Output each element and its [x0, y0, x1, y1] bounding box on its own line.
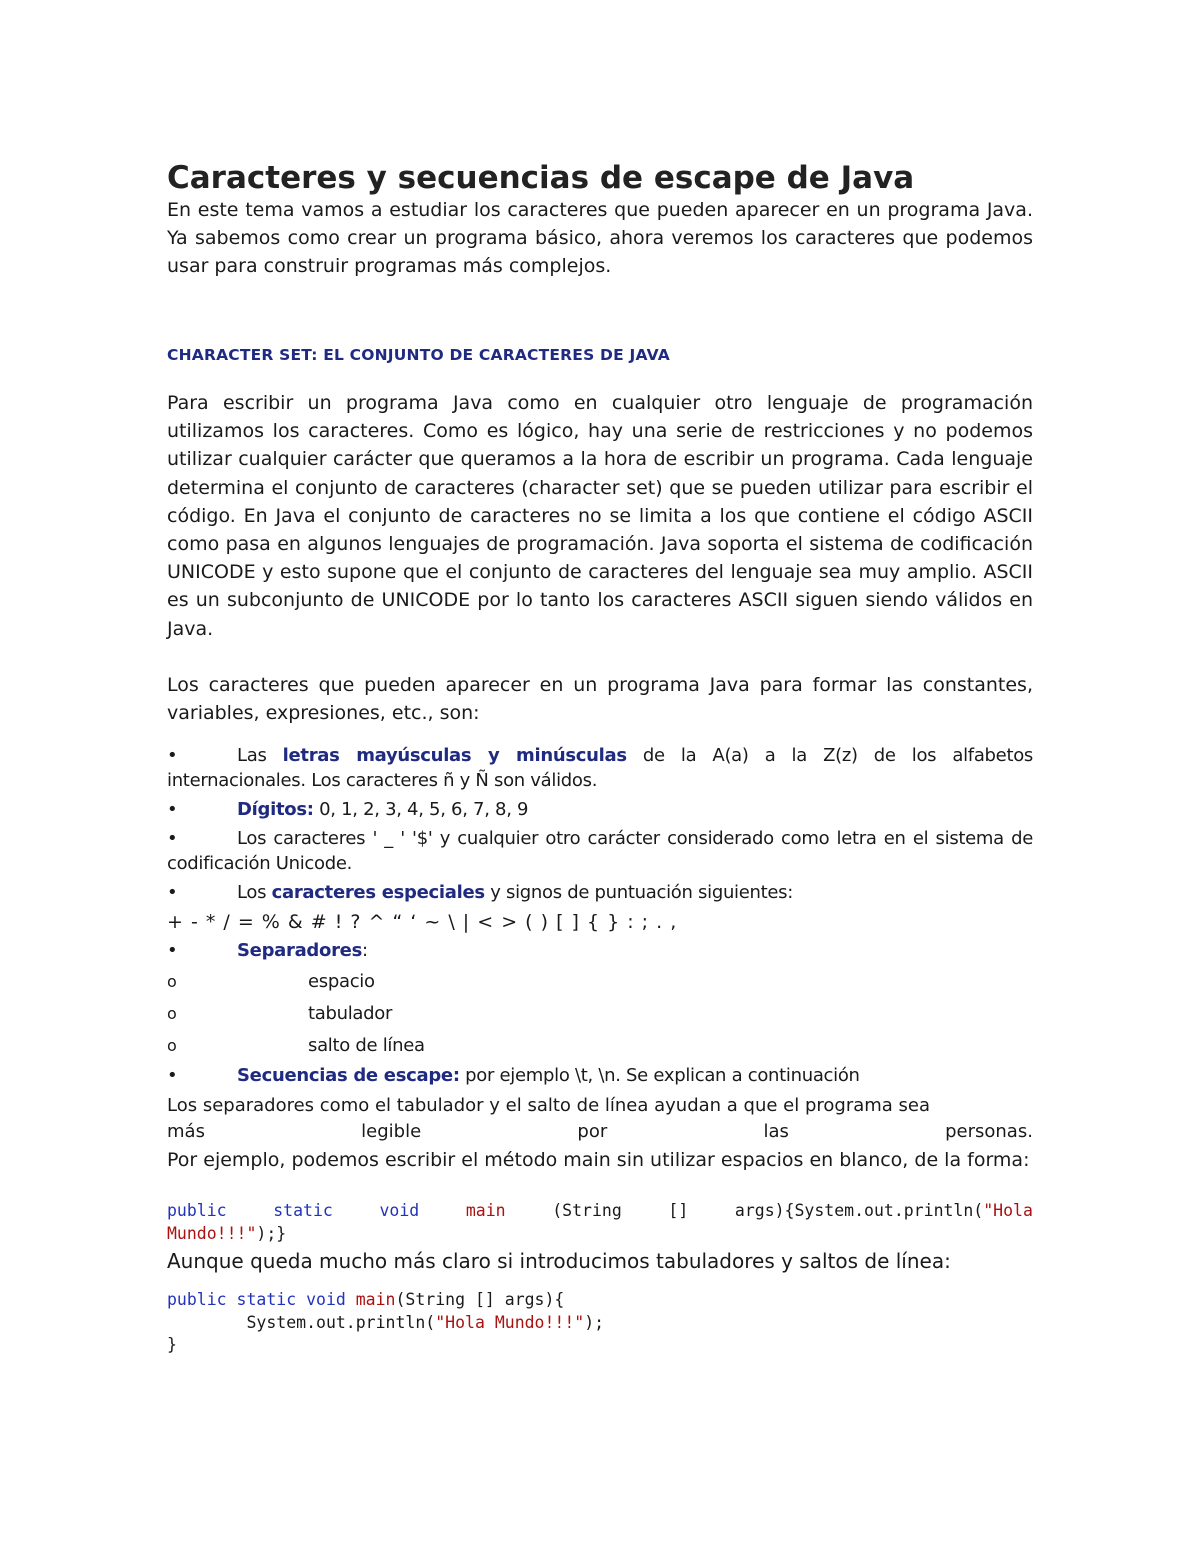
sub-bullet-glyph: o: [167, 1036, 177, 1055]
sub-bullet-glyph: o: [167, 1004, 177, 1023]
list-item-letters: • Las letras mayúsculas y minúsculas de la A(a) a la Z(z) de los alfabetos internacionales. Los caracteres ñ y Ñ son válidos.: [167, 745, 1034, 791]
intro-paragraph: En este tema vamos a estudiar los caracteres que pueden aparecer en un programa Java. Ya sabemos como crear un programa básico, ahora veremos los caracteres que podemos usar para construir programas más complejos.: [167, 199, 1033, 278]
separators-paragraph-1: Los separadores como el tabulador y el salto de línea ayudan a que el programa sea: [167, 1095, 931, 1116]
bullet-glyph: •: [167, 940, 178, 961]
page-title: Caracteres y secuencias de escape de Java: [167, 160, 915, 196]
list-item-digits: • Dígitos: 0, 1, 2, 3, 4, 5, 6, 7, 8, 9: [167, 798, 1033, 823]
bullet-glyph: •: [167, 882, 178, 903]
document-page: [167, 0, 1033, 1553]
sub-item-tab: o tabulador: [167, 1002, 1033, 1027]
special-symbols: + - * / = % & # ! ? ^ “ ‘ ~ \ | < > ( ) [ ] { } : ; . ,: [167, 911, 678, 933]
body-paragraph: Para escribir un programa Java como en cualquier otro lenguaje de programación utilizamos los caracteres. Como es lógico, hay una serie de restricciones y no podemos utilizar cualquier carácter que queramos a la hora de escribir un programa. Cada lenguaje determina el conjunto de caracteres (character set) que se pueden utilizar para escribir el código. En Java el conjunto de caracteres no se limita a los que contiene el código ASCII como pasa en algunos lenguajes de programación. Java soporta el sistema de codificación UNICODE y esto supone que el conjunto de caracteres del lenguaje sea muy amplio. ASCII es un subconjunto de UNICODE por lo tanto los caracteres ASCII siguen siendo válidos en Java.: [167, 392, 1033, 640]
after-code-text: Aunque queda mucho más claro si introducimos tabuladores y saltos de línea:: [167, 1249, 951, 1273]
formatted-code-block: public static void main(String [] args){ System.out.println("Hola Mundo!!!"); }: [167, 1290, 605, 1354]
section-heading: CHARACTER SET: EL CONJUNTO DE CARACTERES DE JAVA: [167, 346, 670, 364]
sub-item-space: o espacio: [167, 970, 1033, 995]
keyword-digits: Dígitos:: [237, 799, 314, 820]
list-item-characters: • Los caracteres ' _ ' '$' y cualquier otro carácter considerado como letra en el sistema de codificación Unicode.: [167, 828, 1033, 874]
inline-code-example: public static void main (String [] args){System.out.println("Hola Mundo!!!");}: [167, 1201, 1033, 1243]
bullet-glyph: •: [167, 1065, 178, 1086]
bullet-glyph: •: [167, 745, 178, 766]
keyword-separators: Separadores: [237, 940, 362, 961]
list-item-separators: • Separadores:: [167, 939, 1033, 964]
sub-item-newline: o salto de línea: [167, 1034, 1033, 1059]
bullet-glyph: •: [167, 828, 178, 849]
keyword-letters: letras mayúsculas y minúsculas: [282, 745, 627, 766]
bullet-glyph: •: [167, 799, 178, 820]
sub-bullet-glyph: o: [167, 972, 177, 991]
list-item-special: • Los caracteres especiales y signos de puntuación siguientes:: [167, 881, 1033, 906]
list-item-escape: • Secuencias de escape: por ejemplo \t, \n. Se explican a continuación: [167, 1064, 1033, 1089]
keyword-special: caracteres especiales: [271, 882, 485, 903]
keyword-escape: Secuencias de escape:: [237, 1065, 460, 1086]
separators-paragraph-2: Por ejemplo, podemos escribir el método main sin utilizar espacios en blanco, de la forma:: [167, 1149, 1030, 1171]
body-paragraph-2: Los caracteres que pueden aparecer en un programa Java para formar las constantes, variables, expresiones, etc., son:: [167, 674, 1033, 725]
separators-paragraph-1-line2: más legible por las personas.: [167, 1121, 1033, 1142]
